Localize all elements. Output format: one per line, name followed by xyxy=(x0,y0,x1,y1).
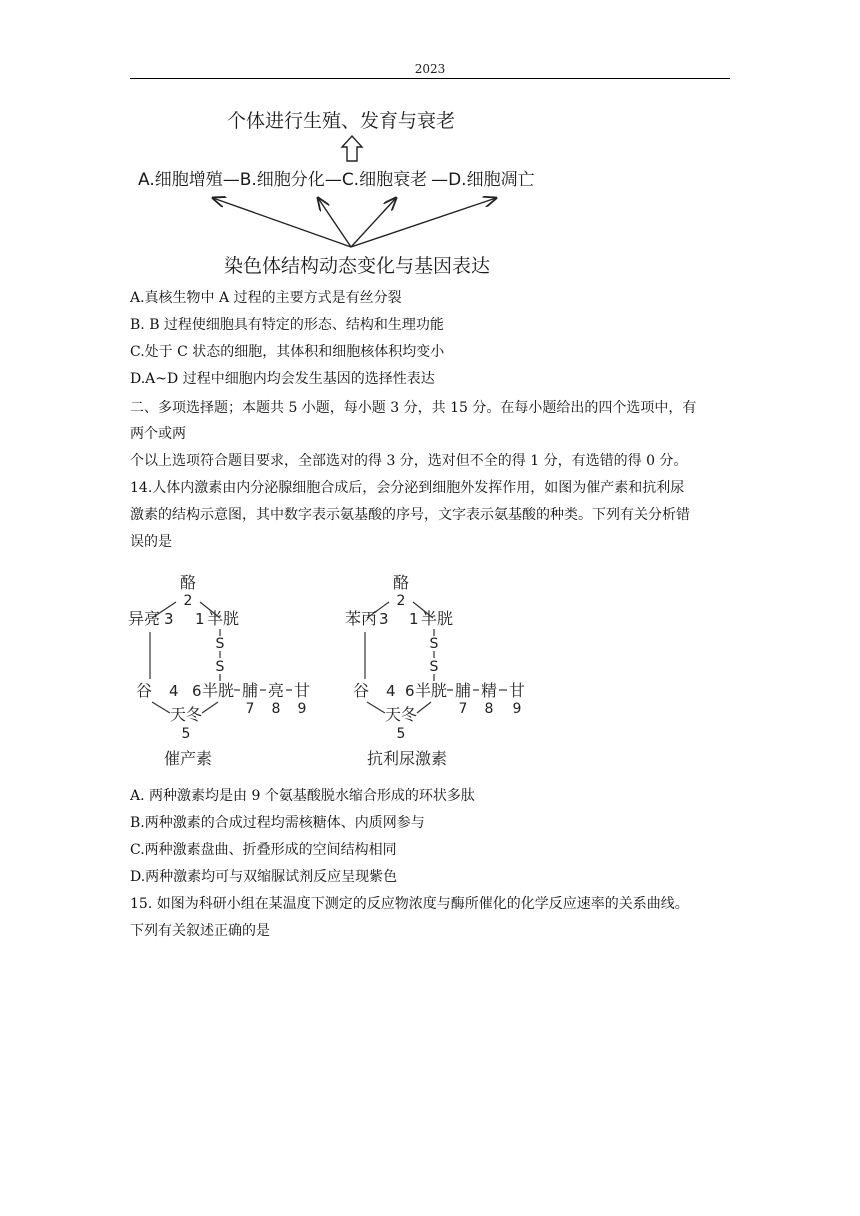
diagram-arrows xyxy=(213,198,496,247)
oxy-s1: S xyxy=(215,636,225,652)
oxytocin-structure xyxy=(124,566,324,772)
arrow-to-b xyxy=(318,198,351,247)
q14-option-b: B.两种激素的合成过程均需核糖体、内质网参与 xyxy=(130,815,425,831)
vaso-aa6: 半胱 xyxy=(415,681,448,700)
oxy-name: 催产素 xyxy=(164,749,213,768)
vaso-n9: 9 xyxy=(512,701,522,717)
oxy-n1: 1 xyxy=(195,610,205,628)
vaso-n1: 1 xyxy=(409,610,419,628)
q13-option-c: C.处于 C 状态的细胞，其体积和细胞核体积均变小 xyxy=(130,344,445,360)
oxy-aa2: 酪 xyxy=(179,573,197,592)
q14-option-c: C.两种激素盘曲、折叠形成的空间结构相同 xyxy=(130,842,397,858)
oxy-n2: 2 xyxy=(183,593,193,609)
vaso-name: 抗利尿激素 xyxy=(367,749,448,768)
vaso-aa4: 谷 xyxy=(353,681,370,700)
oxy-n7: 7 xyxy=(245,701,255,717)
vasopressin-structure xyxy=(341,566,551,772)
oxy-n6: 6 xyxy=(192,682,202,700)
vaso-n3: 3 xyxy=(379,610,389,628)
diagram-stages-row xyxy=(138,170,535,190)
oxy-aa7: 脯 xyxy=(242,681,259,700)
q14-stem-line3: 误的是 xyxy=(130,534,172,550)
vaso-n7: 7 xyxy=(458,701,468,717)
diagram-top-label: 个体进行生殖、发育与衰老 xyxy=(226,110,456,132)
q14-stem-line1: 14.人体内激素由内分泌腺细胞合成后，会分泌到细胞外发挥作用，如图为催产素和抗利尿 xyxy=(130,480,685,496)
oxy-aa8: 亮 xyxy=(268,681,285,700)
vaso-aa1: 半胱 xyxy=(421,609,454,628)
oxy-aa3: 异亮 xyxy=(128,609,161,628)
vaso-aa3: 苯丙 xyxy=(345,609,378,628)
stage-dash-3: — xyxy=(431,170,449,190)
section2-line1: 二、多项选择题；本题共 5 小题，每小题 3 分，共 15 分。在每小题给出的四个选项中，有 xyxy=(130,400,697,416)
oxy-n5: 5 xyxy=(181,726,191,742)
vaso-s2: S xyxy=(429,659,439,675)
q14-stem-line2: 激素的结构示意图，其中数字表示氨基酸的序号，文字表示氨基酸的种类。下列有关分析错 xyxy=(130,507,690,523)
oxy-aa1: 半胱 xyxy=(207,609,240,628)
arrow-to-a xyxy=(213,198,351,247)
stage-dash-1: — xyxy=(222,170,240,190)
q14-option-a: A. 两种激素均是由 9 个氨基酸脱水缩合形成的环状多肽 xyxy=(130,788,475,804)
oxy-n9: 9 xyxy=(297,701,307,717)
section2-line3: 个以上选项符合题目要求，全部选对的得 3 分，选对但不全的得 1 分，有选错的得 0 分。 xyxy=(130,453,688,469)
oxy-aa6: 半胱 xyxy=(202,681,235,700)
stage-c: C.细胞衰老 xyxy=(341,170,428,190)
oxy-aa5: 天冬 xyxy=(169,705,203,724)
vaso-aa5: 天冬 xyxy=(384,705,418,724)
cell-process-diagram xyxy=(0,0,860,290)
vaso-n8: 8 xyxy=(484,701,494,717)
oxy-n3: 3 xyxy=(164,610,174,628)
vaso-n2: 2 xyxy=(396,593,406,609)
vaso-aa2: 酪 xyxy=(392,573,410,592)
vaso-s1: S xyxy=(429,636,439,652)
q15-stem-line2: 下列有关叙述正确的是 xyxy=(130,923,270,939)
q15-stem-line1: 15. 如图为科研小组在某温度下测定的反应物浓度与酶所催化的化学反应速率的关系曲线。 xyxy=(130,896,689,912)
diagram-bottom-label: 染色体结构动态变化与基因表达 xyxy=(223,255,491,277)
vaso-aa7: 脯 xyxy=(455,681,472,700)
oxy-s2: S xyxy=(215,659,225,675)
q13-option-b: B. B 过程使细胞具有特定的形态、结构和生理功能 xyxy=(130,317,444,333)
section2-line2: 两个或两 xyxy=(130,426,186,442)
stage-a: A.细胞增殖 xyxy=(138,170,223,190)
oxy-n4: 4 xyxy=(169,682,179,700)
stage-b: B.细胞分化 xyxy=(239,170,325,190)
q14-option-d: D.两种激素均可与双缩脲试剂反应呈现紫色 xyxy=(130,869,398,885)
vaso-aa9: 甘 xyxy=(509,681,526,700)
stage-dash-2: — xyxy=(324,170,342,190)
vaso-n4: 4 xyxy=(386,682,396,700)
vaso-n6: 6 xyxy=(405,682,415,700)
vaso-n5: 5 xyxy=(396,726,406,742)
vaso-aa8: 精 xyxy=(481,681,498,700)
oxy-aa4: 谷 xyxy=(136,681,153,700)
hollow-up-arrow-icon xyxy=(342,136,362,161)
q13-option-d: D.A~D 过程中细胞内均会发生基因的选择性表达 xyxy=(130,371,435,387)
stage-d: D.细胞凋亡 xyxy=(448,170,535,190)
oxy-n8: 8 xyxy=(271,701,281,717)
header-year: 2023 xyxy=(414,62,446,76)
q13-option-a: A.真核生物中 A 过程的主要方式是有丝分裂 xyxy=(130,290,402,306)
oxy-aa9: 甘 xyxy=(294,681,311,700)
